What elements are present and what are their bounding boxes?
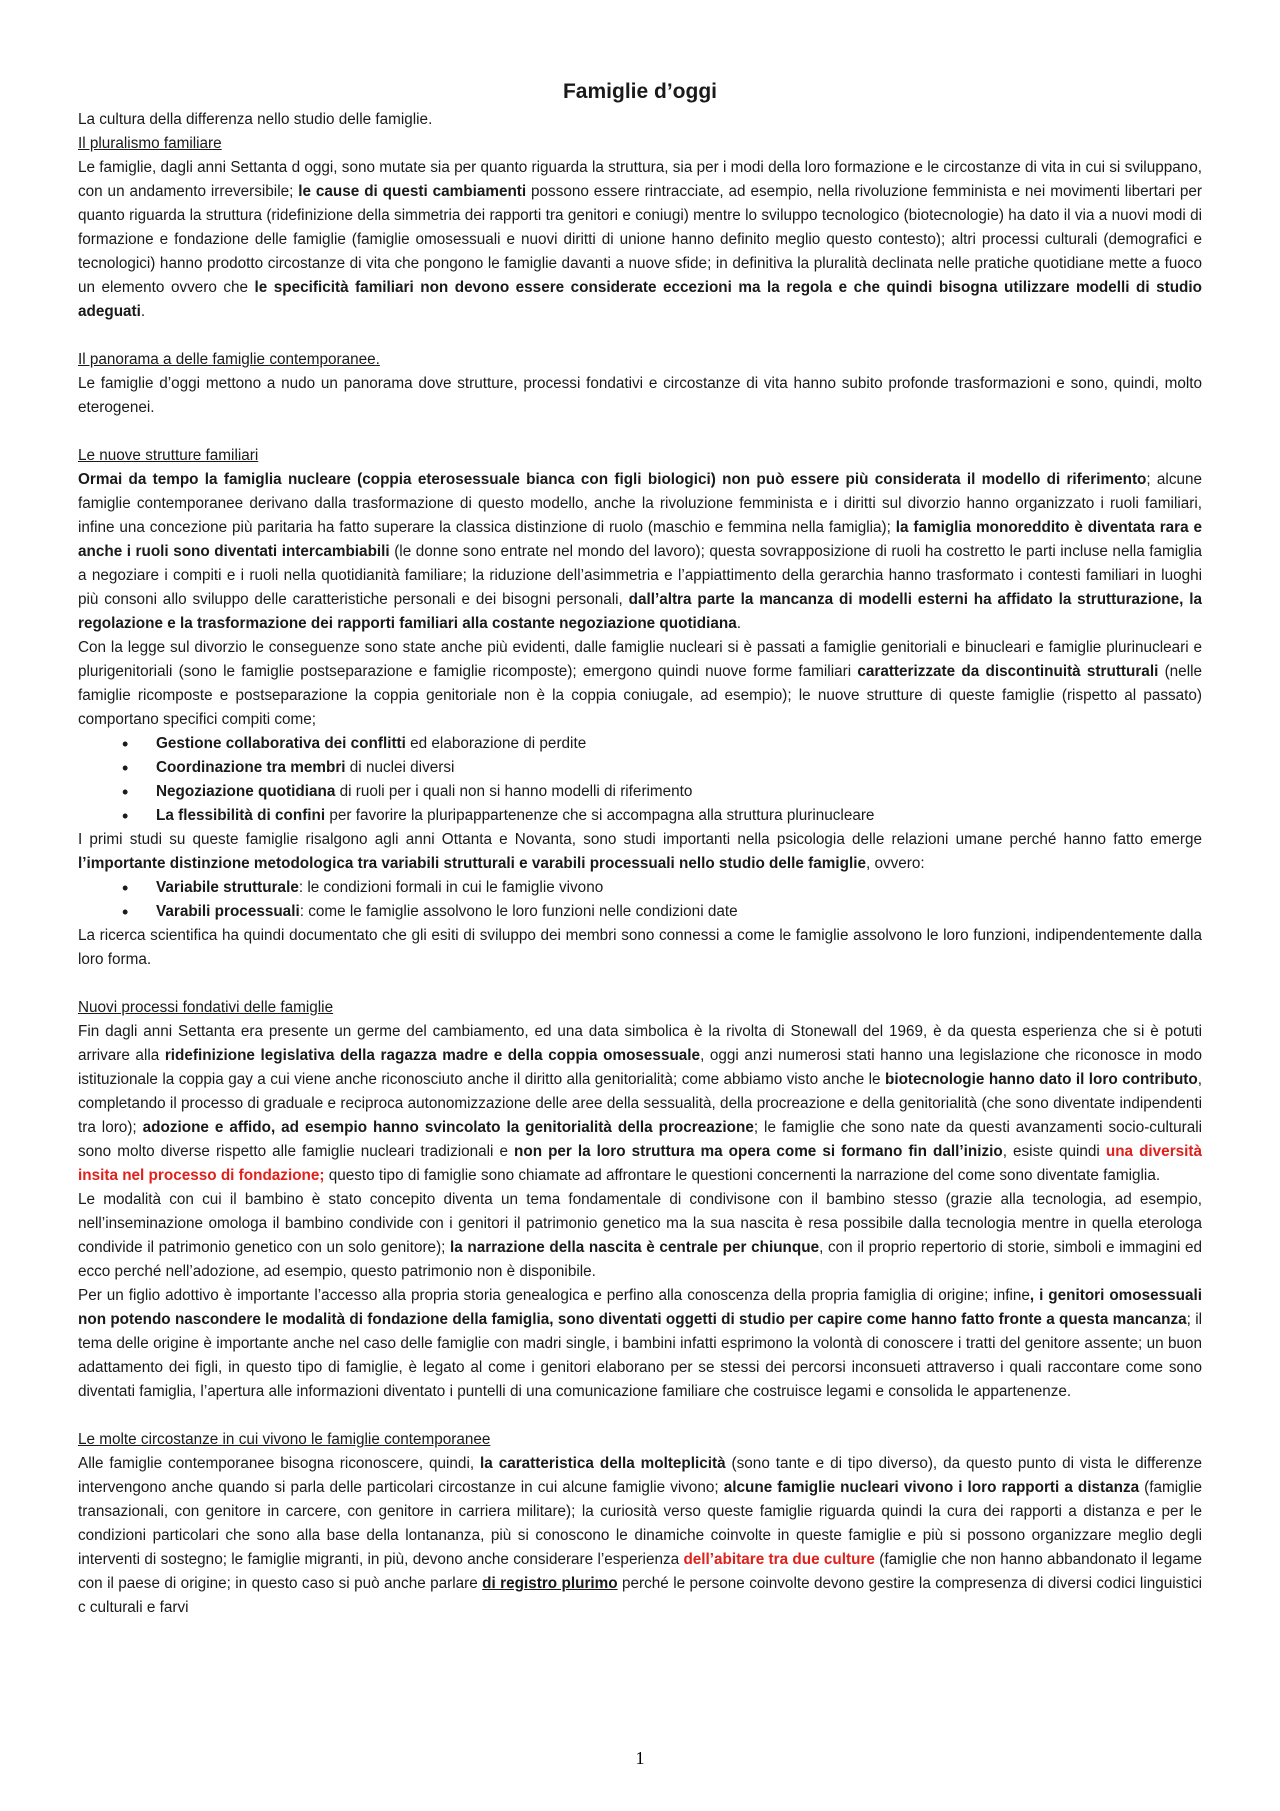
paragraph-pluralismo: Le famiglie, dagli anni Settanta d oggi, sono mutate sia per quanto riguarda la struttura, sia per i modi della loro formazione e le circostanze di vita in cui si sviluppano, con un andamento irreversibile; le cause di questi cambiamenti possono essere rintracciate, ad esempio, nella rivoluzione femminista e nei movimenti libertari per quanto riguarda la struttura (ridefinizione della simmetria dei rapporti tra genitori e coniugi) mentre lo sviluppo tecnologico (biotecnologie) ha dato il via a nuovi modi di formazione e fondazione delle famiglie (famiglie omosessuali e nuovi diritti di unione hanno definito meglio questo contesto); altri processi culturali (demografici e tecnologici) hanno prodotto circostanze di vita che pongono le famiglie davanti a nuove sfide; in definitiva la pluralità declinata nelle pratiche quotidiane mette a fuoco un elemento ovvero che le specificità familiari non devono essere considerate eccezioni ma la regola e che quindi bisogna utilizzare modelli di studio adeguati. — [78, 159, 1202, 320]
bullet-list-variabili — [78, 876, 1202, 924]
document-subtitle: La cultura della differenza nello studio delle famiglie. — [78, 111, 433, 128]
list-item: • Gestione collaborativa dei conflitti ed elaborazione di perdite — [118, 732, 1202, 756]
paragraph-strutture-4: La ricerca scientifica ha quindi documentato che gli esiti di sviluppo dei membri sono connessi a come le famiglie assolvono le loro funzioni, indipendentemente dalla loro forma. — [78, 927, 1202, 968]
section-heading-strutture: Le nuove strutture familiari — [78, 447, 259, 464]
section-heading-processi: Nuovi processi fondativi delle famiglie — [78, 999, 334, 1016]
list-item: • La flessibilità di confini per favorire la pluripappartenenze che si accompagna alla struttura plurinucleare — [118, 804, 1202, 828]
paragraph-strutture-2: Con la legge sul divorzio le conseguenze sono state anche più evidenti, dalle famiglie nucleari si è passati a famiglie genitoriali e binucleari e famiglie plurinucleari e plurigenitoriali (sono le famiglie postseparazione e famiglie ricomposte); emergono quindi nuove forme familiari caratterizzate da discontinuità strutturali (nelle famiglie ricomposte e postseparazione la coppia genitoriale non è la coppia coniugale, ad esempio); le nuove strutture di queste famiglie (rispetto al passato) comportano specifici compiti come; — [78, 639, 1202, 728]
list-item: • Varabili processuali: come le famiglie assolvono le loro funzioni nelle condizioni date — [118, 900, 1202, 924]
page-title: Famiglie d’oggi — [562, 80, 717, 103]
section-heading-panorama: Il panorama a delle famiglie contemporanee. — [78, 351, 380, 368]
paragraph-panorama: Le famiglie d’oggi mettono a nudo un panorama dove strutture, processi fondativi e circostanze di vita hanno subito profonde trasformazioni e sono, quindi, molto eterogenei. — [78, 375, 1202, 416]
paragraph-processi-3: Per un figlio adottivo è importante l’accesso alla propria storia genealogica e perfino alla conoscenza della propria famiglia di origine; infine, i genitori omosessuali non potendo nascondere le modalità di fondazione della famiglia, sono diventati oggetti di studio per capire come hanno fatto fronte a questa mancanza; il tema delle origine è importante anche nel caso delle famiglie con madri single, i bambini infatti esprimono la volontà di conoscere i tratti del genitore assente; un buon adattamento dei figli, in questo tipo di famiglie, è legato al come i genitori elaborano per se stessi dei percorsi inconsueti attraverso i quali raccontare come sono diventati famiglia, l’apertura alle informazioni diventato i puntelli di una comunicazione familiare che costruisce legami e consolida le appartenenze. — [78, 1287, 1202, 1400]
paragraph-strutture-1: Ormai da tempo la famiglia nucleare (coppia eterosessuale bianca con figli biologici) non può essere più considerata il modello di riferimento; alcune famiglie contemporanee derivano dalla trasformazione di questo modello, anche la rivoluzione femminista e i diritti sul divorzio hanno organizzato i ruoli familiari, infine una concezione più paritaria ha fatto superare la classica distinzione di ruolo (maschio e femmina nella famiglia); la famiglia monoreddito è diventata rara e anche i ruoli sono diventati intercambiabili (le donne sono entrate nel mondo del lavoro); questa sovrapposizione di ruoli ha costretto le parti incluse nella famiglia a negoziare i compiti e i ruoli nella quotidianità familiare; la riduzione dell’asimmetria e l’appiattimento della gerarchia hanno trasformato i contesti familiari in luoghi più consoni allo sviluppo delle caratteristiche personali e dei bisogni personali, dall’altra parte la mancanza di modelli esterni ha affidato la strutturazione, la regolazione e la trasformazione dei rapporti familiari alla costante negoziazione quotidiana. — [78, 471, 1203, 632]
paragraph-strutture-3: I primi studi su queste famiglie risalgono agli anni Ottanta e Novanta, sono studi importanti nella psicologia delle relazioni umane perché hanno fatto emerge l’importante distinzione metodologica tra variabili strutturali e varabili processuali nello studio delle famiglie, ovvero: — [78, 831, 1202, 872]
list-item: • Coordinazione tra membri di nuclei diversi — [118, 756, 1202, 780]
section-heading-circostanze: Le molte circostanze in cui vivono le famiglie contemporanee — [78, 1431, 491, 1448]
list-item: • Variabile strutturale: le condizioni formali in cui le famiglie vivono — [118, 876, 1202, 900]
bullet-list-compiti — [78, 732, 1202, 828]
paragraph-circostanze: Alle famiglie contemporanee bisogna riconoscere, quindi, la caratteristica della molteplicità (sono tante e di tipo diverso), da questo punto di vista le differenze intervengono anche quando si parla delle particolari circostanze in cui alcune famiglie vivono; alcune famiglie nucleari vivono i loro rapporti a distanza (famiglie transazionali, con genitore in carcere, con genitore in carriera militare); la curiosità verso queste famiglie riguarda quindi la cura dei rapporti a distanza e per le condizioni particolari che sono alla base della lontananza, più si conoscono le dinamiche coinvolte in queste famiglie e più si possono organizzare meglio degli interventi di sostegno; le famiglie migranti, in più, devono anche considerare l’esperienza dell’abitare tra due culture (famiglie che non hanno abbandonato il legame con il paese di origine; in questo caso si può anche parlare di registro plurimo perché le persone coinvolte devono gestire la compresenza di diversi codici linguistici c culturali e farvi — [78, 1455, 1202, 1616]
paragraph-processi-1: Fin dagli anni Settanta era presente un germe del cambiamento, ed una data simbolica è la rivolta di Stonewall del 1969, è da questa esperienza che si è potuti arrivare alla ridefinizione legislativa della ragazza madre e della coppia omosessuale, oggi anzi numerosi stati hanno una legislazione che riconosce in modo istituzionale la coppia gay a cui viene anche riconosciuto anche il diritto alla genitorialità; come abbiamo visto anche le biotecnologie hanno dato il loro contributo, completando il processo di graduale e reciproca autonomizzazione delle aree della sessualità, della procreazione e della genitorialità (che sono diventate indipendenti tra loro); adozione e affido, ad esempio hanno svincolato la genitorialità della procreazione; le famiglie che sono nate da questi avanzamenti socio-culturali sono molto diverse rispetto alle famiglie nucleari tradizionali e non per la loro struttura ma opera come si formano fin dall’inizio, esiste quindi una diversità insita nel processo di fondazione; questo tipo di famiglie sono chiamate ad affrontare le questioni concernenti la narrazione del come sono diventate famiglia. — [78, 1023, 1203, 1184]
section-heading-pluralismo: Il pluralismo familiare — [78, 135, 222, 152]
page-number: 1 — [635, 1748, 645, 1768]
list-item: • Negoziazione quotidiana di ruoli per i quali non si hanno modelli di riferimento — [118, 780, 1202, 804]
paragraph-processi-2: Le modalità con cui il bambino è stato concepito diventa un tema fondamentale di condivisone con il bambino stesso (grazie alla tecnologia, ad esempio, nell’inseminazione omologa il bambino condivide con i genitori il patrimonio genetico ma la sua nascita è resa possibile dalla tecnologia mentre in quella eterologa condivide il patrimonio genetico con un solo genitore); la narrazione della nascita è centrale per chiunque, con il proprio repertorio di storie, simboli e immagini ed ecco perché nell’adozione, ad esempio, questo patrimonio non è disponibile. — [78, 1191, 1202, 1280]
